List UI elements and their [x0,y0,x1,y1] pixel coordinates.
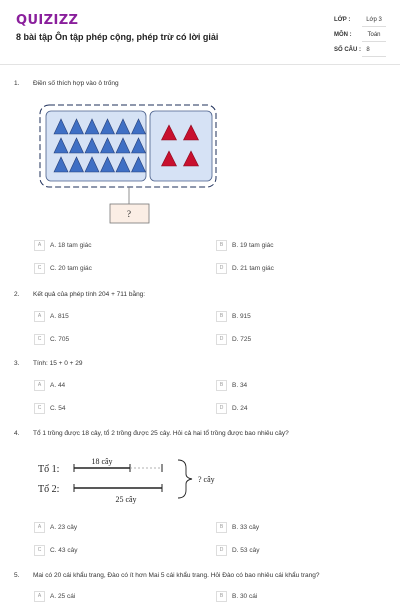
question-2-option-b[interactable] [216,311,251,322]
option-key-a: A [34,522,45,533]
option-label: A. 18 tam giác [50,242,92,249]
question-4-option-d[interactable] [216,545,259,556]
option-label: A. 25 cái [50,593,76,600]
diagram-row-2-label: Tổ 2: [38,484,60,495]
option-label: C. 20 tam giác [50,265,92,272]
meta-label-count: SỐ CÂU : [334,47,361,53]
curly-brace [178,460,192,498]
meta-underline [362,41,386,42]
meta-value-grade: Lớp 3 [366,17,382,23]
answer-box-question-mark: ? [127,209,131,219]
option-label: B. 915 [232,313,251,320]
option-label: D. 725 [232,336,252,343]
option-key-c: C [34,403,45,414]
question-1-option-a[interactable] [34,240,92,251]
option-label: D. 53 cây [232,547,260,554]
header-divider [0,64,400,65]
option-key-b: B [216,380,227,391]
quizizz-logo: QUIZIZZ [16,13,79,28]
meta-label-grade: LỚP : [334,17,351,23]
option-label: A. 815 [50,313,69,320]
question-3-option-a[interactable] [34,380,65,391]
question-2-text: Kết quả của phép tính 204 + 711 bằng: [33,291,146,298]
question-2-option-a[interactable] [34,311,69,322]
option-key-b: B [216,240,227,251]
option-key-b: B [216,522,227,533]
question-3-option-d[interactable] [216,403,248,414]
option-key-b: B [216,591,227,602]
question-4-option-b[interactable] [216,522,259,533]
option-label: B. 30 cái [232,593,258,600]
question-4-segment-diagram [30,452,230,508]
question-4-option-a[interactable] [34,522,77,533]
option-key-c: C [34,545,45,556]
option-key-d: D [216,545,227,556]
diagram-row-1-label: Tổ 1: [38,464,60,475]
option-key-d: D [216,403,227,414]
diagram-top-label: 18 cây [91,457,113,466]
question-3-text: Tính: 15 + 0 + 29 [33,360,83,367]
question-4-option-c[interactable] [34,545,77,556]
diagram-total-label: ? cây [198,475,215,484]
option-key-c: C [34,263,45,274]
option-key-b: B [216,311,227,322]
meta-underline [362,26,386,27]
option-key-d: D [216,334,227,345]
meta-underline [362,56,386,57]
meta-label-subject: MÔN : [334,32,352,38]
question-2-option-c[interactable] [34,334,69,345]
question-1-number: 1. [14,80,20,87]
question-1-option-b[interactable] [216,240,274,251]
option-label: C. 43 cây [50,547,78,554]
option-label: C. 54 [50,405,66,412]
option-key-a: A [34,240,45,251]
question-3-number: 3. [14,360,20,367]
question-5-option-b[interactable] [216,591,257,602]
meta-value-count: 8 [366,47,370,53]
question-4-number: 4. [14,430,20,437]
option-key-a: A [34,380,45,391]
question-3-option-c[interactable] [34,403,66,414]
question-2-number: 2. [14,291,20,298]
option-key-a: A [34,591,45,602]
question-1-text: Điền số thích hợp vào ô trống [33,80,119,87]
worksheet-title: 8 bài tập Ôn tập phép cộng, phép trừ có lời giải [16,32,219,42]
question-5-option-a[interactable] [34,591,75,602]
meta-value-subject: Toán [367,32,381,38]
question-1-option-c[interactable] [34,263,92,274]
red-triangle-panel [150,111,212,181]
option-label: B. 33 cây [232,524,260,531]
question-5-text: Mai có 20 cái khẩu trang, Đào có ít hơn Mai 5 cái khẩu trang. Hỏi Đào có bao nhiêu cái khẩu trang? [33,572,320,579]
question-4-text: Tổ 1 trồng được 18 cây, tổ 2 trồng được 25 cây. Hỏi cả hai tổ trồng được bao nhiêu cây? [33,430,289,437]
option-key-c: C [34,334,45,345]
option-label: B. 19 tam giác [232,242,274,249]
option-label: C. 705 [50,336,70,343]
question-3-option-b[interactable] [216,380,247,391]
question-1-option-d[interactable] [216,263,274,274]
option-label: D. 24 [232,405,248,412]
question-1-triangle-figure [36,100,226,225]
option-key-a: A [34,311,45,322]
question-5-number: 5. [14,572,20,579]
option-label: A. 44 [50,382,66,389]
option-label: A. 23 cây [50,524,78,531]
diagram-bottom-label: 25 cây [115,495,137,504]
option-key-d: D [216,263,227,274]
question-2-option-d[interactable] [216,334,251,345]
option-label: D. 21 tam giác [232,265,274,272]
option-label: B. 34 [232,382,248,389]
